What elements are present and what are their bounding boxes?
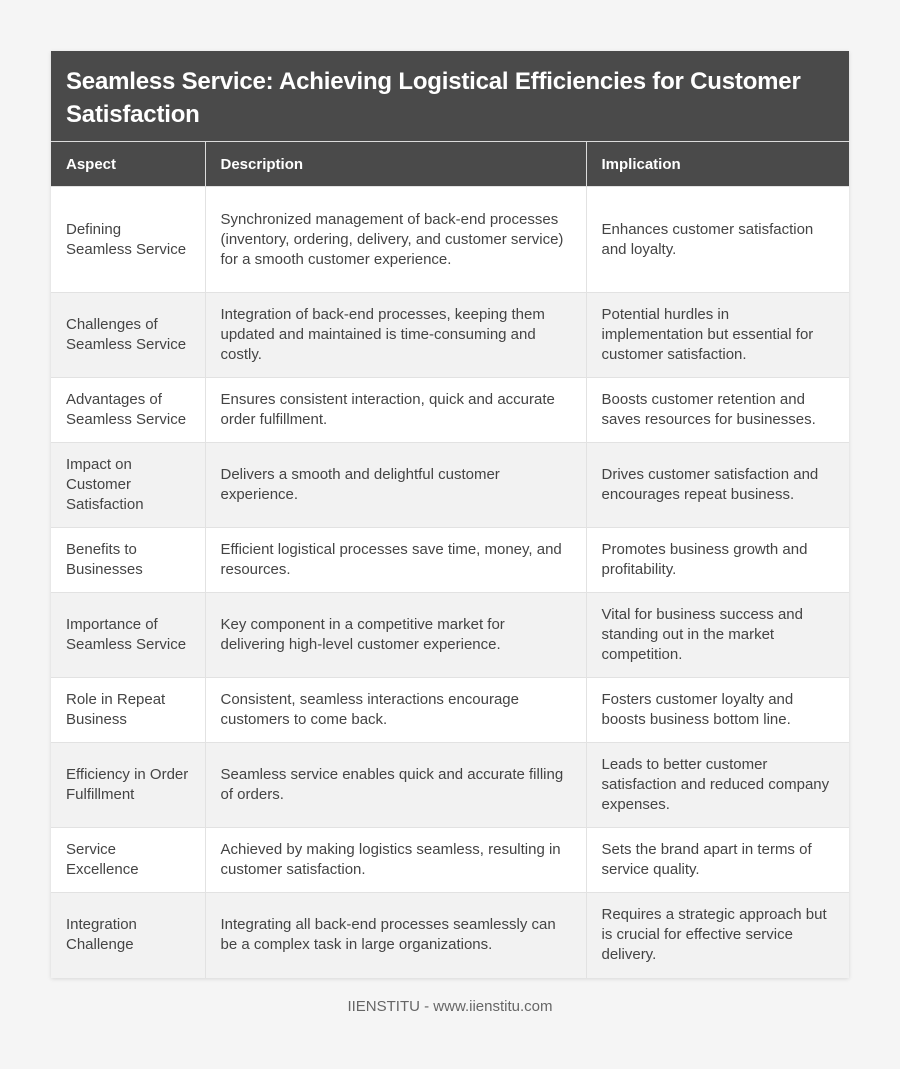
cell-aspect: Advantages of Seamless Service	[51, 378, 205, 443]
cell-description: Seamless service enables quick and accurate filling of orders.	[205, 743, 586, 828]
cell-aspect: Efficiency in Order Fulfillment	[51, 743, 205, 828]
table-row	[51, 743, 849, 828]
table-card	[51, 51, 849, 978]
cell-implication: Promotes business growth and profitability.	[586, 528, 849, 593]
table-row	[51, 528, 849, 593]
table-row	[51, 378, 849, 443]
cell-aspect: Defining Seamless Service	[51, 187, 205, 293]
cell-description: Ensures consistent interaction, quick and accurate order fulfillment.	[205, 378, 586, 443]
cell-description: Synchronized management of back-end processes (inventory, ordering, delivery, and customer service) for a smooth customer experience.	[205, 187, 586, 293]
cell-description: Integrating all back-end processes seamlessly can be a complex task in large organizations.	[205, 893, 586, 978]
cell-description: Achieved by making logistics seamless, resulting in customer satisfaction.	[205, 828, 586, 893]
cell-implication: Drives customer satisfaction and encourages repeat business.	[586, 443, 849, 528]
table-title: Seamless Service: Achieving Logistical Efficiencies for Customer Satisfaction	[51, 51, 849, 142]
cell-implication: Enhances customer satisfaction and loyalty.	[586, 187, 849, 293]
cell-aspect: Challenges of Seamless Service	[51, 293, 205, 378]
footer-credit: IIENSTITU - www.iienstitu.com	[347, 998, 553, 1015]
cell-aspect: Integration Challenge	[51, 893, 205, 978]
data-table	[51, 142, 849, 978]
cell-description: Efficient logistical processes save time, money, and resources.	[205, 528, 586, 593]
table-row	[51, 443, 849, 528]
cell-aspect: Benefits to Businesses	[51, 528, 205, 593]
cell-aspect: Role in Repeat Business	[51, 678, 205, 743]
cell-aspect: Importance of Seamless Service	[51, 593, 205, 678]
cell-description: Integration of back-end processes, keeping them updated and maintained is time-consuming and costly.	[205, 293, 586, 378]
column-header-aspect: Aspect	[51, 142, 205, 187]
cell-implication: Sets the brand apart in terms of service quality.	[586, 828, 849, 893]
table-row	[51, 828, 849, 893]
cell-implication: Potential hurdles in implementation but essential for customer satisfaction.	[586, 293, 849, 378]
table-row	[51, 678, 849, 743]
column-header-description: Description	[205, 142, 586, 187]
table-row	[51, 893, 849, 978]
header-row	[51, 142, 849, 187]
cell-aspect: Service Excellence	[51, 828, 205, 893]
cell-description: Consistent, seamless interactions encourage customers to come back.	[205, 678, 586, 743]
column-header-implication: Implication	[586, 142, 849, 187]
cell-implication: Fosters customer loyalty and boosts business bottom line.	[586, 678, 849, 743]
cell-implication: Requires a strategic approach but is crucial for effective service delivery.	[586, 893, 849, 978]
cell-description: Delivers a smooth and delightful customer experience.	[205, 443, 586, 528]
cell-implication: Leads to better customer satisfaction and reduced company expenses.	[586, 743, 849, 828]
table-row	[51, 293, 849, 378]
cell-description: Key component in a competitive market for delivering high-level customer experience.	[205, 593, 586, 678]
cell-implication: Boosts customer retention and saves resources for businesses.	[586, 378, 849, 443]
table-row	[51, 593, 849, 678]
table-row	[51, 187, 849, 293]
cell-implication: Vital for business success and standing out in the market competition.	[586, 593, 849, 678]
cell-aspect: Impact on Customer Satisfaction	[51, 443, 205, 528]
